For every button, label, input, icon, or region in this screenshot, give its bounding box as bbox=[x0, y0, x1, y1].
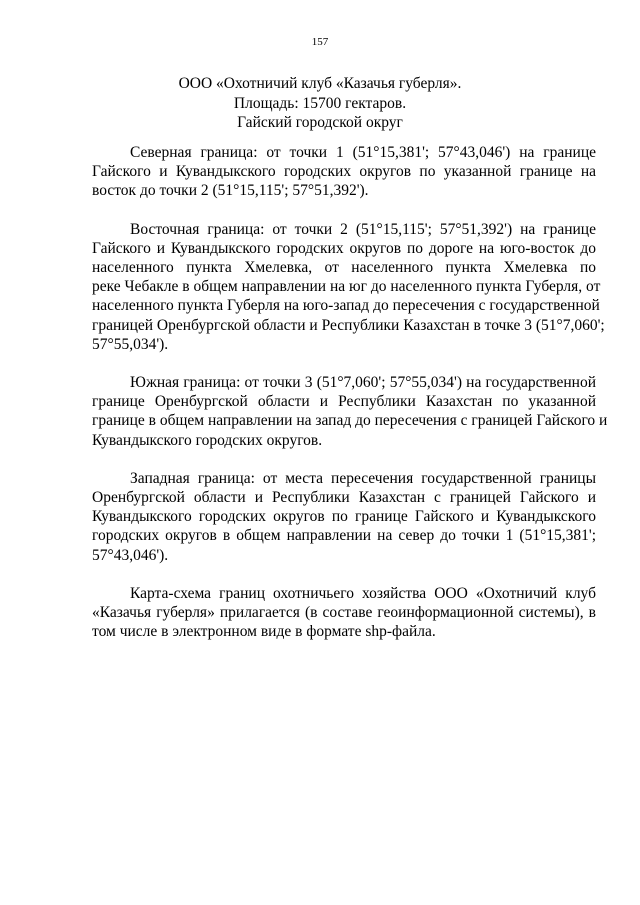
text-line: городских округов в общем направлении на север до точки 1 (51°15,381'; bbox=[92, 527, 596, 545]
text-line: Гайского и Кувандыкского городских округов по указанной границе на bbox=[92, 163, 596, 181]
text-line: Оренбургской области и Республики Казахстан с границей Гайского и bbox=[92, 489, 596, 507]
text-line: Западная граница: от места пересечения государственной границы bbox=[130, 469, 596, 487]
text-line: Кувандыкского городских округов по границе Гайского и Кувандыкского bbox=[92, 508, 596, 526]
text-line: населенного пункта Хмелевка, от населенного пункта Хмелевка по bbox=[92, 259, 596, 277]
text-line: Северная граница: от точки 1 (51°15,381'; 57°43,046') на границе bbox=[130, 144, 596, 161]
text-line: Восточная граница: от точки 2 (51°15,115'; 57°51,392') на границе bbox=[130, 220, 596, 238]
heading-district: Гайский городской округ bbox=[237, 114, 403, 131]
paragraph-map-note bbox=[92, 584, 596, 642]
text-line: населенного пункта Губерля на юго-запад до пересечения с государственной bbox=[92, 297, 600, 315]
paragraph-north-border bbox=[92, 143, 596, 201]
text-line: 57°55,034'). bbox=[92, 335, 169, 353]
text-line: том числе в электронном виде в формате shp-файла. bbox=[92, 623, 436, 641]
text-line: границе Оренбургской области и Республики Казахстан по указанной bbox=[92, 393, 596, 411]
document-body bbox=[92, 143, 608, 660]
text-line: Карта-схема границ охотничьего хозяйства ООО «Охотничий клуб bbox=[130, 584, 596, 602]
text-line: Кувандыкского городских округов. bbox=[92, 431, 323, 449]
paragraph-south-border bbox=[92, 373, 608, 450]
heading-area: Площадь: 15700 гектаров. bbox=[233, 94, 407, 112]
text-line: «Казачья губерля» прилагается (в составе геоинформационной системы), в bbox=[92, 604, 596, 622]
text-line: реке Чебакле в общем направлении на юг до населенного пункта Губерля, от bbox=[92, 278, 601, 296]
document-heading bbox=[0, 74, 640, 133]
page-number: 157 bbox=[311, 36, 329, 48]
text-line: восток до точки 2 (51°15,115'; 57°51,392'). bbox=[92, 182, 369, 200]
text-line: границе в общем направлении на запад до пересечения с границей Гайского и bbox=[92, 412, 608, 430]
text-line: границей Оренбургской области и Республики Казахстан в точке 3 (51°7,060'; bbox=[92, 316, 605, 334]
text-line: 57°43,046'). bbox=[92, 546, 169, 564]
paragraph-east-border bbox=[92, 220, 605, 354]
heading-organization: ООО «Охотничий клуб «Казачья губерля». bbox=[178, 75, 462, 92]
text-line: Южная граница: от точки 3 (51°7,060'; 57°55,034') на государственной bbox=[130, 374, 596, 392]
text-line: Гайского и Кувандыкского городских округов по дороге на юго-восток до bbox=[92, 239, 596, 257]
paragraph-west-border bbox=[92, 469, 596, 565]
